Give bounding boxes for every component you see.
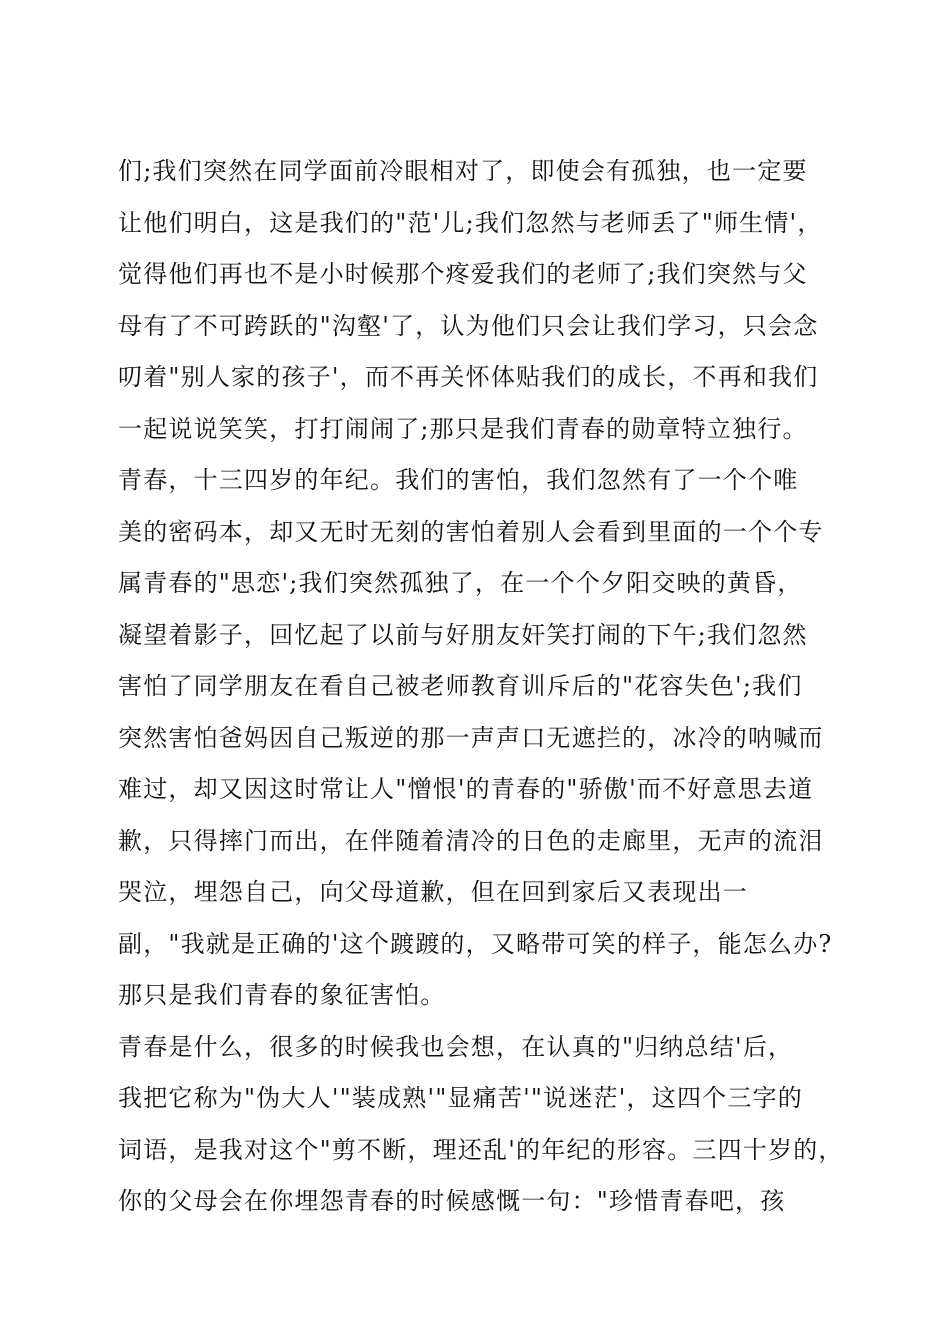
text-line: 我把它称为"伪大人'"装成熟'"显痛苦'"说迷茫'，这四个三字的 xyxy=(118,1084,803,1112)
text-line: 们;我们突然在同学面前冷眼相对了，即使会有孤独，也一定要 xyxy=(118,157,808,185)
text-line: 一起说说笑笑，打打闹闹了;那只是我们青春的勋章特立独行。 xyxy=(118,414,808,443)
paragraph-start-line: 青春，十三四岁的年纪。我们的害怕，我们忽然有了一个个唯 xyxy=(118,466,799,494)
text-line: 副，"我就是正确的'这个踱踱的，又略带可笑的样子，能怎么办? xyxy=(118,929,833,958)
text-line: 叨着"别人家的孩子'，而不再关怀体贴我们的成长，不再和我们 xyxy=(118,363,819,391)
text-line: 害怕了同学朋友在看自己被老师教育训斥后的"花容失色';我们 xyxy=(118,672,803,700)
paragraph-start-line: 青春是什么，很多的时候我也会想，在认真的"归纳总结'后， xyxy=(118,1032,794,1061)
text-line: 歉，只得摔门而出，在伴随着清冷的日色的走廊里，无声的流泪 xyxy=(118,826,824,855)
text-line: 词语，是我对这个"剪不断，理还乱'的年纪的形容。三四十岁的， xyxy=(118,1135,844,1164)
text-line: 你的父母会在你埋怨青春的时候感慨一句："珍惜青春吧，孩 xyxy=(118,1187,786,1215)
text-line: 母有了不可跨跃的"沟壑'了，认为他们只会让我们学习，只会念 xyxy=(118,311,819,340)
text-line: 突然害怕爸妈因自己叛逆的那一声声口无遮拦的，冰冷的呐喊而 xyxy=(118,723,824,752)
text-line: 凝望着影子，回忆起了以前与好朋友奸笑打闹的下午;我们忽然 xyxy=(118,620,808,649)
text-line: 哭泣，埋怨自己，向父母道歉，但在回到家后又表现出一 xyxy=(118,878,748,906)
text-line: 美的密码本，却又无时无刻的害怕着别人会看到里面的一个个专 xyxy=(118,517,824,546)
text-line: 属青春的"思恋';我们突然孤独了，在一个个夕阳交映的黄昏， xyxy=(118,569,803,597)
text-line: 觉得他们再也不是小时候那个疼爱我们的老师了;我们突然与父 xyxy=(118,260,808,288)
text-line: 那只是我们青春的象征害怕。 xyxy=(118,981,446,1009)
document-body xyxy=(118,146,858,1228)
text-line: 让他们明白，这是我们的"范'儿;我们忽然与老师丢了"师生情'， xyxy=(118,208,823,237)
text-line: 难过，却又因这时常让人"憎恨'的青春的"骄傲'而不好意思去道 xyxy=(118,775,814,803)
